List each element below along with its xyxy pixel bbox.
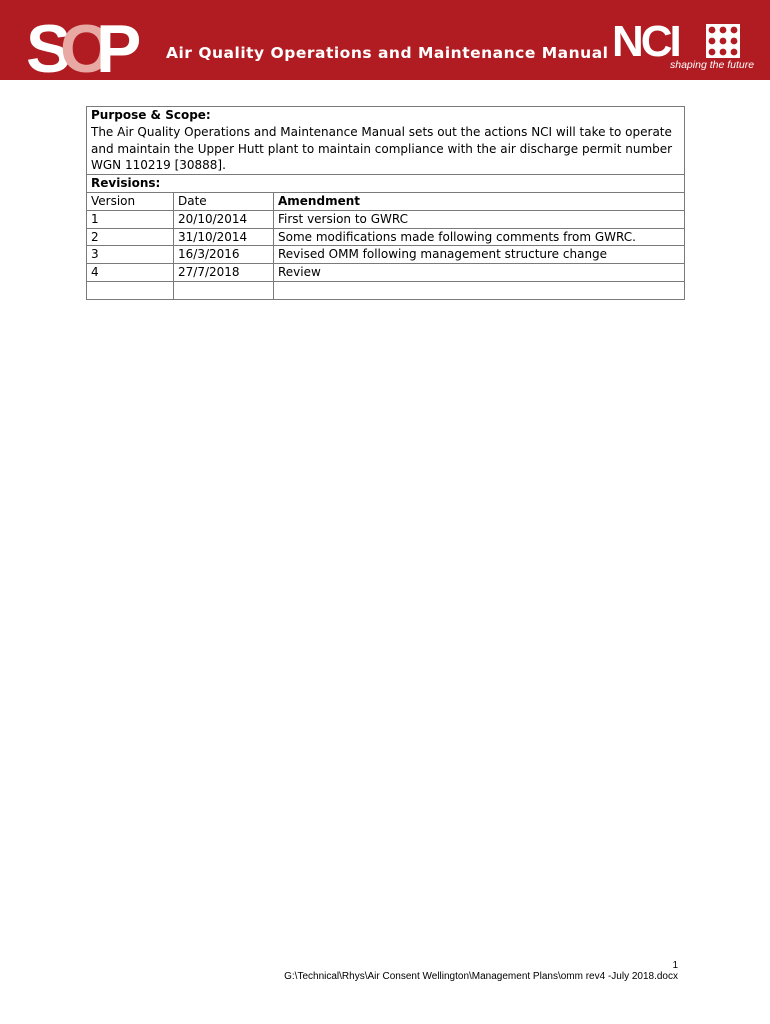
table-row xyxy=(87,246,685,264)
version-cell: 3 xyxy=(87,246,174,264)
footer-file-path: G:\Technical\Rhys\Air Consent Wellington\Management Plans\omm rev4 -July 2018.docx xyxy=(284,971,678,982)
revisions-heading-row xyxy=(87,175,685,193)
purpose-heading-row xyxy=(87,107,685,175)
empty-table-row xyxy=(87,281,685,299)
purpose-revisions-table xyxy=(86,106,685,300)
header-title: Air Quality Operations and Maintenance Manual xyxy=(166,44,609,62)
column-header-amendment: Amendment xyxy=(274,192,685,210)
revisions-heading: Revisions: xyxy=(87,175,685,193)
version-cell: 4 xyxy=(87,264,174,282)
purpose-heading: Purpose & Scope: xyxy=(91,108,211,122)
svg-text:P: P xyxy=(96,11,142,87)
date-cell: 27/7/2018 xyxy=(174,264,274,282)
sop-logo xyxy=(26,11,142,87)
revisions-header-row xyxy=(87,192,685,210)
table-row xyxy=(87,228,685,246)
version-cell: 1 xyxy=(87,210,174,228)
version-cell: 2 xyxy=(87,228,174,246)
svg-text:O: O xyxy=(60,11,107,87)
column-header-version: Version xyxy=(87,192,174,210)
date-cell: 20/10/2014 xyxy=(174,210,274,228)
svg-text:NCI: NCI xyxy=(612,17,679,66)
amendment-cell: Revised OMM following management structure change xyxy=(274,246,685,264)
amendment-cell: Review xyxy=(274,264,685,282)
svg-text:S: S xyxy=(26,11,66,87)
date-cell: 16/3/2016 xyxy=(174,246,274,264)
amendment-cell: Some modifications made following comments from GWRC. xyxy=(274,228,685,246)
table-row xyxy=(87,264,685,282)
date-cell: 31/10/2014 xyxy=(174,228,274,246)
column-header-date: Date xyxy=(174,192,274,210)
purpose-text: The Air Quality Operations and Maintenance Manual sets out the actions NCI will take to operate and maintain the Upper Hutt plant to maintain compliance with the air discharge permit number WGN 110219 [30888]. xyxy=(91,124,673,173)
amendment-cell: First version to GWRC xyxy=(274,210,685,228)
footer-page-number: 1 xyxy=(672,960,678,971)
table-row xyxy=(87,210,685,228)
nci-tagline: shaping the future xyxy=(670,59,755,71)
dot-grid-icon xyxy=(706,24,740,58)
